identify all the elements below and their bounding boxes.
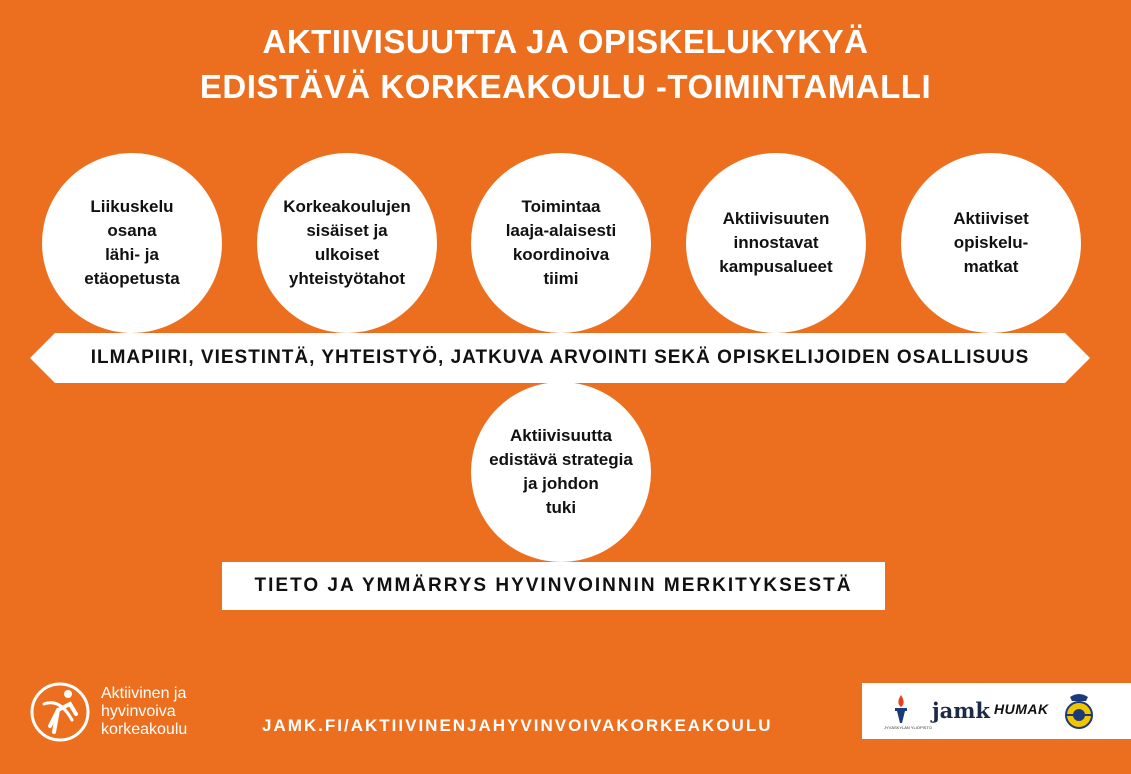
torch-icon [886, 691, 916, 727]
main-title-line-2: EDISTÄVÄ KORKEAKOULU -TOIMINTAMALLI [199, 68, 932, 105]
pillar-circle-text: Korkeakoulujen sisäiset ja ulkoiset yhteistyötahot [283, 197, 411, 288]
pillar-circle-tiimi [471, 153, 651, 333]
website-link[interactable]: JAMK.FI/AKTIIVINENJAHYVINVOIVAKORKEAKOULU [262, 716, 773, 735]
pillar-circle-text: Aktiivisuuten innostavat kampusalueet [719, 209, 833, 276]
banner-text: ILMAPIIRI, VIESTINTÄ, YHTEISTYÖ, JATKUVA ARVOINTI SEKÄ OPISKELIJOIDEN OSALLISUUS [90, 347, 1030, 368]
strategy-circle [471, 382, 651, 562]
running-figures-logo-icon [28, 680, 92, 744]
brand-logo [28, 680, 228, 750]
main-title-line-1: AKTIIVISUUTTA JA OPISKELUKYKYÄ [262, 23, 869, 60]
jy-logo-text: JYVÄSKYLÄN YLIOPISTO [884, 725, 932, 730]
pillar-circle-opiskelumatkat [901, 153, 1081, 333]
partner-logos [862, 683, 1131, 739]
strategy-circle-text: Aktiivisuutta edistävä strategia ja johdon tuki [489, 426, 633, 517]
pillar-circle-text: Toimintaa laaja-alaisesti koordinoiva tiimi [505, 197, 617, 288]
jamk-logo: jamk [932, 698, 990, 723]
crest-icon [1062, 691, 1096, 731]
brand-text: Aktiivinen ja hyvinvoiva korkeakoulu [101, 685, 188, 738]
pillar-circle-kampusalueet [686, 153, 866, 333]
pillar-circle-liikuskelu [42, 153, 222, 333]
foundation-box: TIETO JA YMMÄRRYS HYVINVOINNIN MERKITYKSESTÄ [222, 562, 885, 610]
pillar-circle-text: Liikuskelu osana lähi- ja etäopetusta [84, 197, 180, 288]
double-arrow-banner [30, 333, 1090, 383]
humak-logo: HUMAK [994, 701, 1049, 717]
pillar-circle-text: Aktiiviset opiskelu- matkat [953, 209, 1029, 276]
pillar-circle-yhteistyotahot [257, 153, 437, 333]
